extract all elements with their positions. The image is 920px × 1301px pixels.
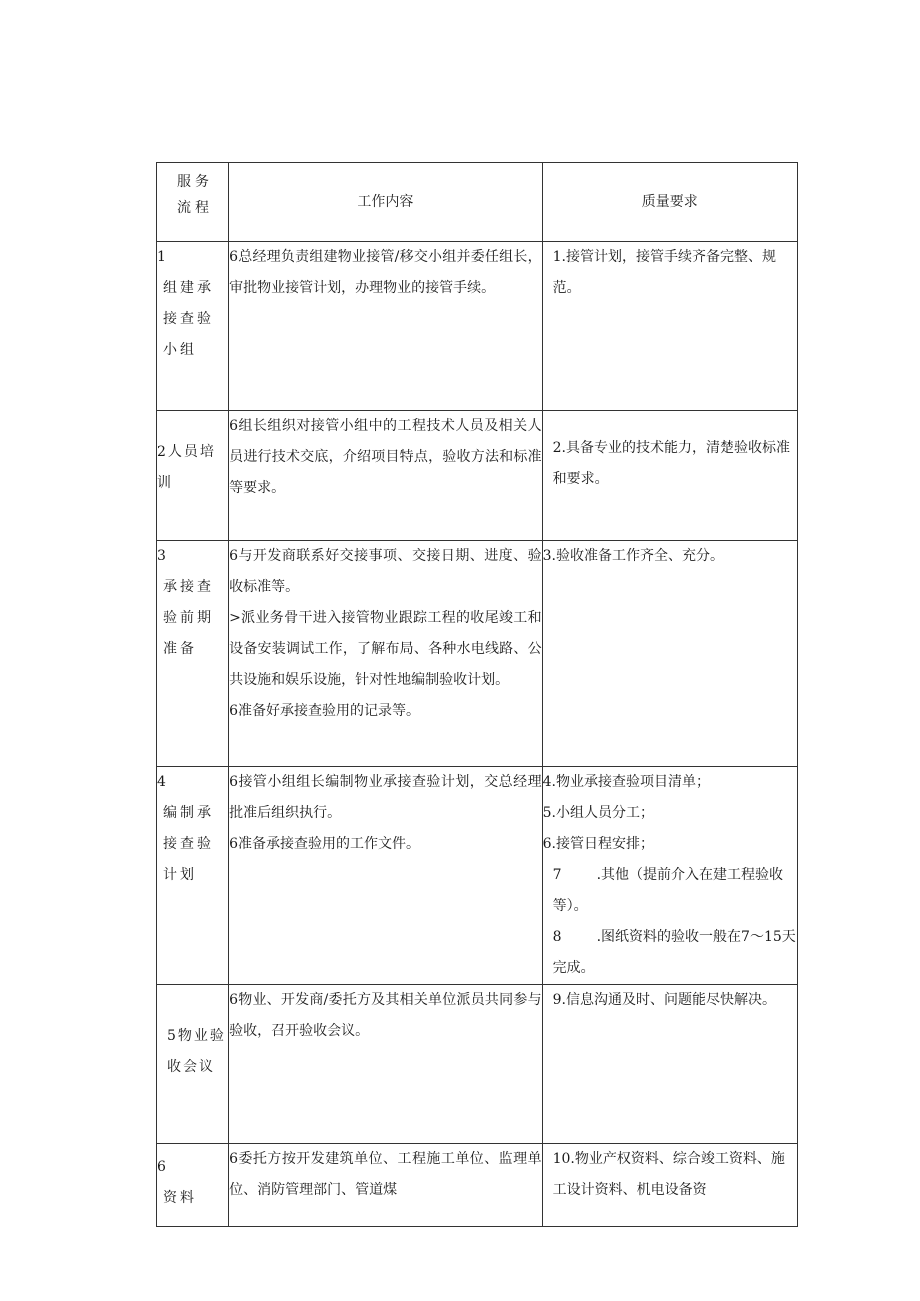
content-line: 6与开发商联系好交接事项、交接日期、进度、验收标准等。 xyxy=(229,548,542,595)
content-cell xyxy=(229,985,542,1144)
step-title-inline xyxy=(167,1021,228,1083)
quality-line: 4.物业承接查验项目清单； xyxy=(542,774,710,790)
step-number: 3 xyxy=(157,548,166,564)
content-line: 6总经理负责组建物业接管/移交小组并委任组长，审批物业接管计划，办理物业的接管手续。 xyxy=(229,249,542,296)
quality-line: 2.具备专业的技术能力，清楚验收标准和要求。 xyxy=(552,440,790,487)
table-header-row xyxy=(157,163,798,242)
table-row xyxy=(157,985,798,1144)
quality-sub-line xyxy=(543,922,797,984)
content-line: 6准备好承接查验用的记录等。 xyxy=(229,703,421,719)
step-cell xyxy=(157,767,229,985)
step-title: 物业验收会议 xyxy=(167,1028,226,1075)
content-cell xyxy=(229,767,542,985)
quality-cell xyxy=(542,985,797,1144)
step-number: 5 xyxy=(167,1028,178,1044)
process-table xyxy=(156,162,798,1227)
table-row xyxy=(157,541,798,767)
quality-sub-number: 8 xyxy=(552,929,562,945)
step-cell xyxy=(157,1144,229,1227)
step-cell xyxy=(157,985,229,1144)
content-line: 6委托方按开发建筑单位、工程施工单位、监理单位、消防管理部门、管道煤 xyxy=(229,1151,542,1198)
step-title: 人员培训 xyxy=(157,444,216,491)
step-title: 资料 xyxy=(163,1190,197,1206)
quality-line: 3.验收准备工作齐全、充分。 xyxy=(542,548,724,564)
content-cell xyxy=(229,411,542,541)
table-row xyxy=(157,767,798,985)
quality-line: 9.信息沟通及时、问题能尽快解决。 xyxy=(552,992,776,1008)
step-title: 承接查验前期准备 xyxy=(163,579,214,657)
step-title: 组建承接查验小组 xyxy=(163,280,214,358)
quality-sub-text: .图纸资料的验收一般在7～15天完成。 xyxy=(552,929,796,976)
header-process: 服务流程 xyxy=(157,163,229,242)
content-line: >派业务骨干进入接管物业跟踪工程的收尾竣工和设备安装调试工作，了解布局、各种水电线路、公共设施和娱乐设施，针对性地编制验收计划。 xyxy=(229,610,542,688)
header-quality: 质量要求 xyxy=(542,163,797,242)
table-row xyxy=(157,1144,798,1227)
content-cell xyxy=(229,541,542,767)
quality-line: 5.小组人员分工； xyxy=(542,805,654,821)
quality-sub-number: 7 xyxy=(552,867,562,883)
quality-line: 6.接管日程安排； xyxy=(542,836,654,852)
quality-cell xyxy=(542,242,797,411)
content-line: 6组长组织对接管小组中的工程技术人员及相关人员进行技术交底，介绍项目特点，验收方法和标准等要求。 xyxy=(229,418,542,496)
step-title-inline xyxy=(157,437,228,499)
step-cell xyxy=(157,541,229,767)
quality-cell xyxy=(542,411,797,541)
content-line: 6物业、开发商/委托方及其相关单位派员共同参与验收，召开验收会议。 xyxy=(229,992,542,1039)
table-row xyxy=(157,242,798,411)
content-cell xyxy=(229,242,542,411)
step-cell xyxy=(157,242,229,411)
quality-sub-text: .其他（提前介入在建工程验收等）。 xyxy=(552,867,784,914)
step-cell xyxy=(157,411,229,541)
quality-sub-line xyxy=(543,860,797,922)
step-number: 6 xyxy=(157,1159,166,1175)
quality-cell xyxy=(542,767,797,985)
content-line: 6接管小组组长编制物业承接查验计划，交总经理批准后组织执行。 xyxy=(229,774,542,821)
content-line: 6准备承接查验用的工作文件。 xyxy=(229,836,421,852)
table-row xyxy=(157,411,798,541)
quality-line: 1.接管计划，接管手续齐备完整、规范。 xyxy=(552,249,776,296)
step-title: 编制承接查验计划 xyxy=(163,805,214,883)
content-cell xyxy=(229,1144,542,1227)
step-number: 1 xyxy=(157,249,166,265)
quality-cell xyxy=(542,1144,797,1227)
quality-line: 10.物业产权资料、综合竣工资料、施工设计资料、机电设备资 xyxy=(552,1151,785,1198)
header-content: 工作内容 xyxy=(229,163,542,242)
step-number: 4 xyxy=(157,774,166,790)
step-number: 2 xyxy=(157,444,168,460)
quality-cell xyxy=(542,541,797,767)
